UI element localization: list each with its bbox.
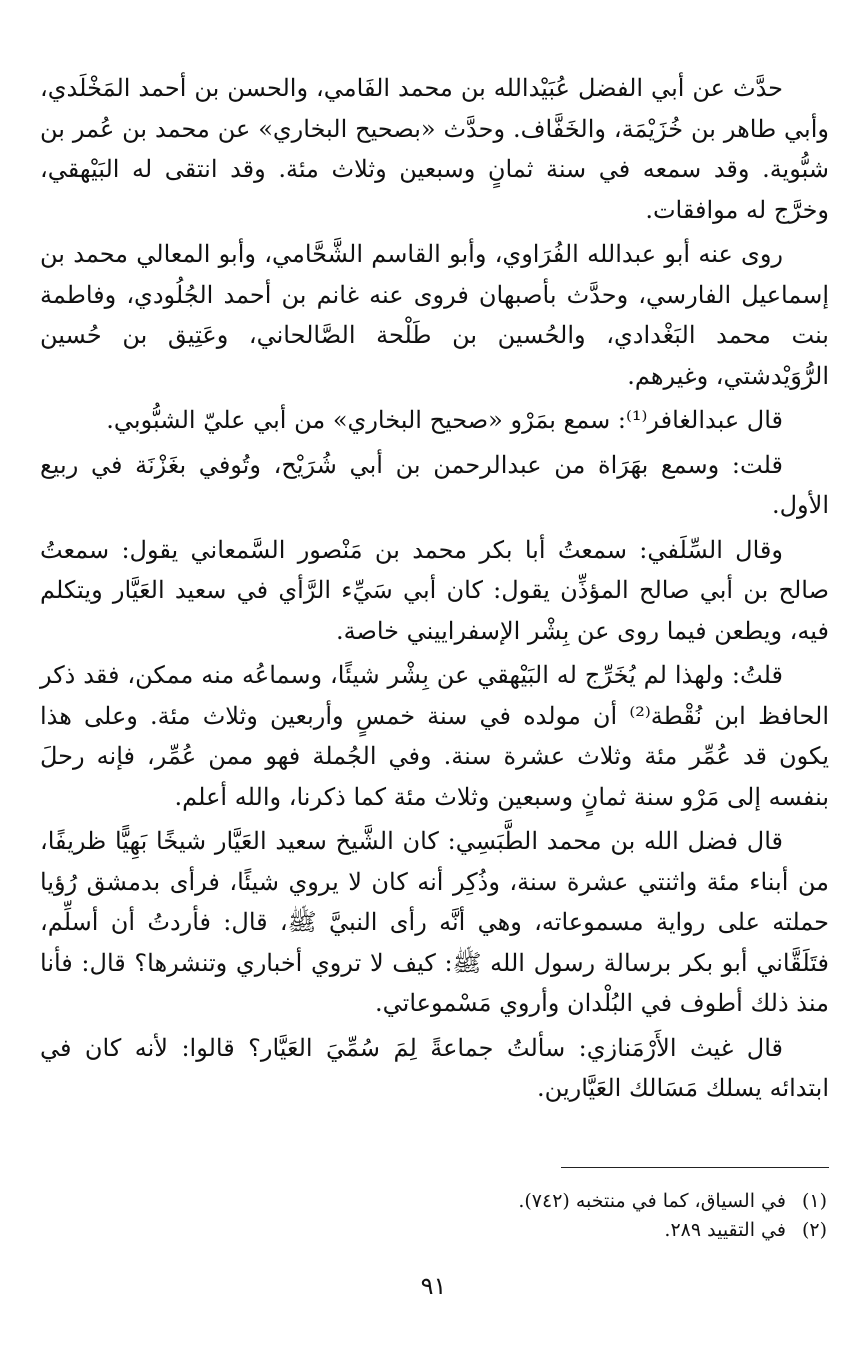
main-text — [40, 68, 829, 1109]
paragraph: قلت: وسمع بهَرَاة من عبدالرحمن بن أبي شُرَيْح، وتُوفي بغَزْنَة في ربيع الأول. — [40, 450, 829, 519]
paragraph: قال غيث الأَرْمَنازي: سألتُ جماعةً لِمَ سُمِّيَ العَيَّار؟ قالوا: لأنه كان في ابتدائه يسلك مَسَالك العَيَّارين. — [40, 1033, 829, 1102]
footnote — [40, 1216, 827, 1245]
paragraph: قال عبدالغافر⁽¹⁾: سمع بمَرْو «صحيح البخاري» من أبي عليّ الشبُّوبي. — [106, 406, 783, 434]
footnotes — [40, 1187, 827, 1245]
footnote-number: (١) — [801, 1190, 827, 1212]
footnote-text: في التقييد ٢٨٩. — [664, 1219, 786, 1241]
paragraph: وقال السِّلَفي: سمعتُ أبا بكر محمد بن مَنْصور السَّمعاني يقول: سمعتُ صالح بن أبي صالح المؤذِّن يقول: كان أبي سَيِّء الرَّأي في سعيد العَيَّار ويتكلم فيه، ويطعن فيما روى عن بِشْر الإسفراييني خاصة. — [40, 535, 829, 645]
footnote-number: (٢) — [801, 1219, 827, 1241]
paragraph: قلتُ: ولهذا لم يُخَرِّج له البَيْهقي عن بِشْر شيئًا، وسماعُه منه ممكن، فقد ذكر الحافظ ابن نُقْطة⁽²⁾ أن مولده في سنة خمسٍ وأربعين وثلاث مئة. وعلى هذا يكون قد عُمِّر مئة وثلاث عشرة سنة. وفي الجُملة فهو ممن عُمِّر، فإنه رحلَ بنفسه إلى مَرْو سنة ثمانٍ وسبعين وثلاث مئة كما ذكرنا، والله أعلم. — [40, 661, 829, 811]
paragraph: قال فضل الله بن محمد الطَّبَسِي: كان الشَّيخ سعيد العَيَّار شيخًا بَهِيًّا ظريفًا، من أبناء مئة واثنتي عشرة سنة، وذُكِر أنه كان لا يروي شيئًا، فرأى بدمشق رُؤيا حملته على رواية مسموعاته، وهي أنَّه رأى النبيَّ ﷺ، قال: فأردتُ أن أسلِّم، فتَلَقَّاني أبو بكر برسالة رسول الله ﷺ: كيف لا تروي أخباري وتنشرها؟ قال: فأنا منذ ذلك أطوف في البُلْدان وأروي مَسْموعاتي. — [40, 827, 829, 1017]
footnote-text: في السياق، كما في منتخبه (٧٤٢). — [518, 1190, 786, 1212]
footnote — [40, 1187, 827, 1216]
paragraph: روى عنه أبو عبدالله الفُرَاوي، وأبو القاسم الشَّحَّامي، وأبو المعالي محمد بن إسماعيل الفارسي، وحدَّث بأصبهان فروى عنه غانم بن أحمد الجُلُودي، وفاطمة بنت محمد البَغْدادي، والحُسين بن طَلْحة الصَّالحاني، وعَتِيق بن حُسين الرُّوَيْدشتي، وغيرهم. — [40, 240, 829, 390]
footnote-separator — [561, 1167, 829, 1168]
page-number: ٩١ — [420, 1272, 447, 1300]
paragraph: حدَّث عن أبي الفضل عُبَيْدالله بن محمد الفَامي، والحسن بن أحمد المَخْلَدي، وأبي طاهر بن خُزَيْمَة، والخَفَّاف. وحدَّث «بصحيح البخاري» عن محمد بن عُمر بن شبُّوية. وقد سمعه في سنة ثمانٍ وسبعين وثلاث مئة. وقد انتقى له البَيْهقي، وخرَّج له موافقات. — [40, 74, 829, 224]
